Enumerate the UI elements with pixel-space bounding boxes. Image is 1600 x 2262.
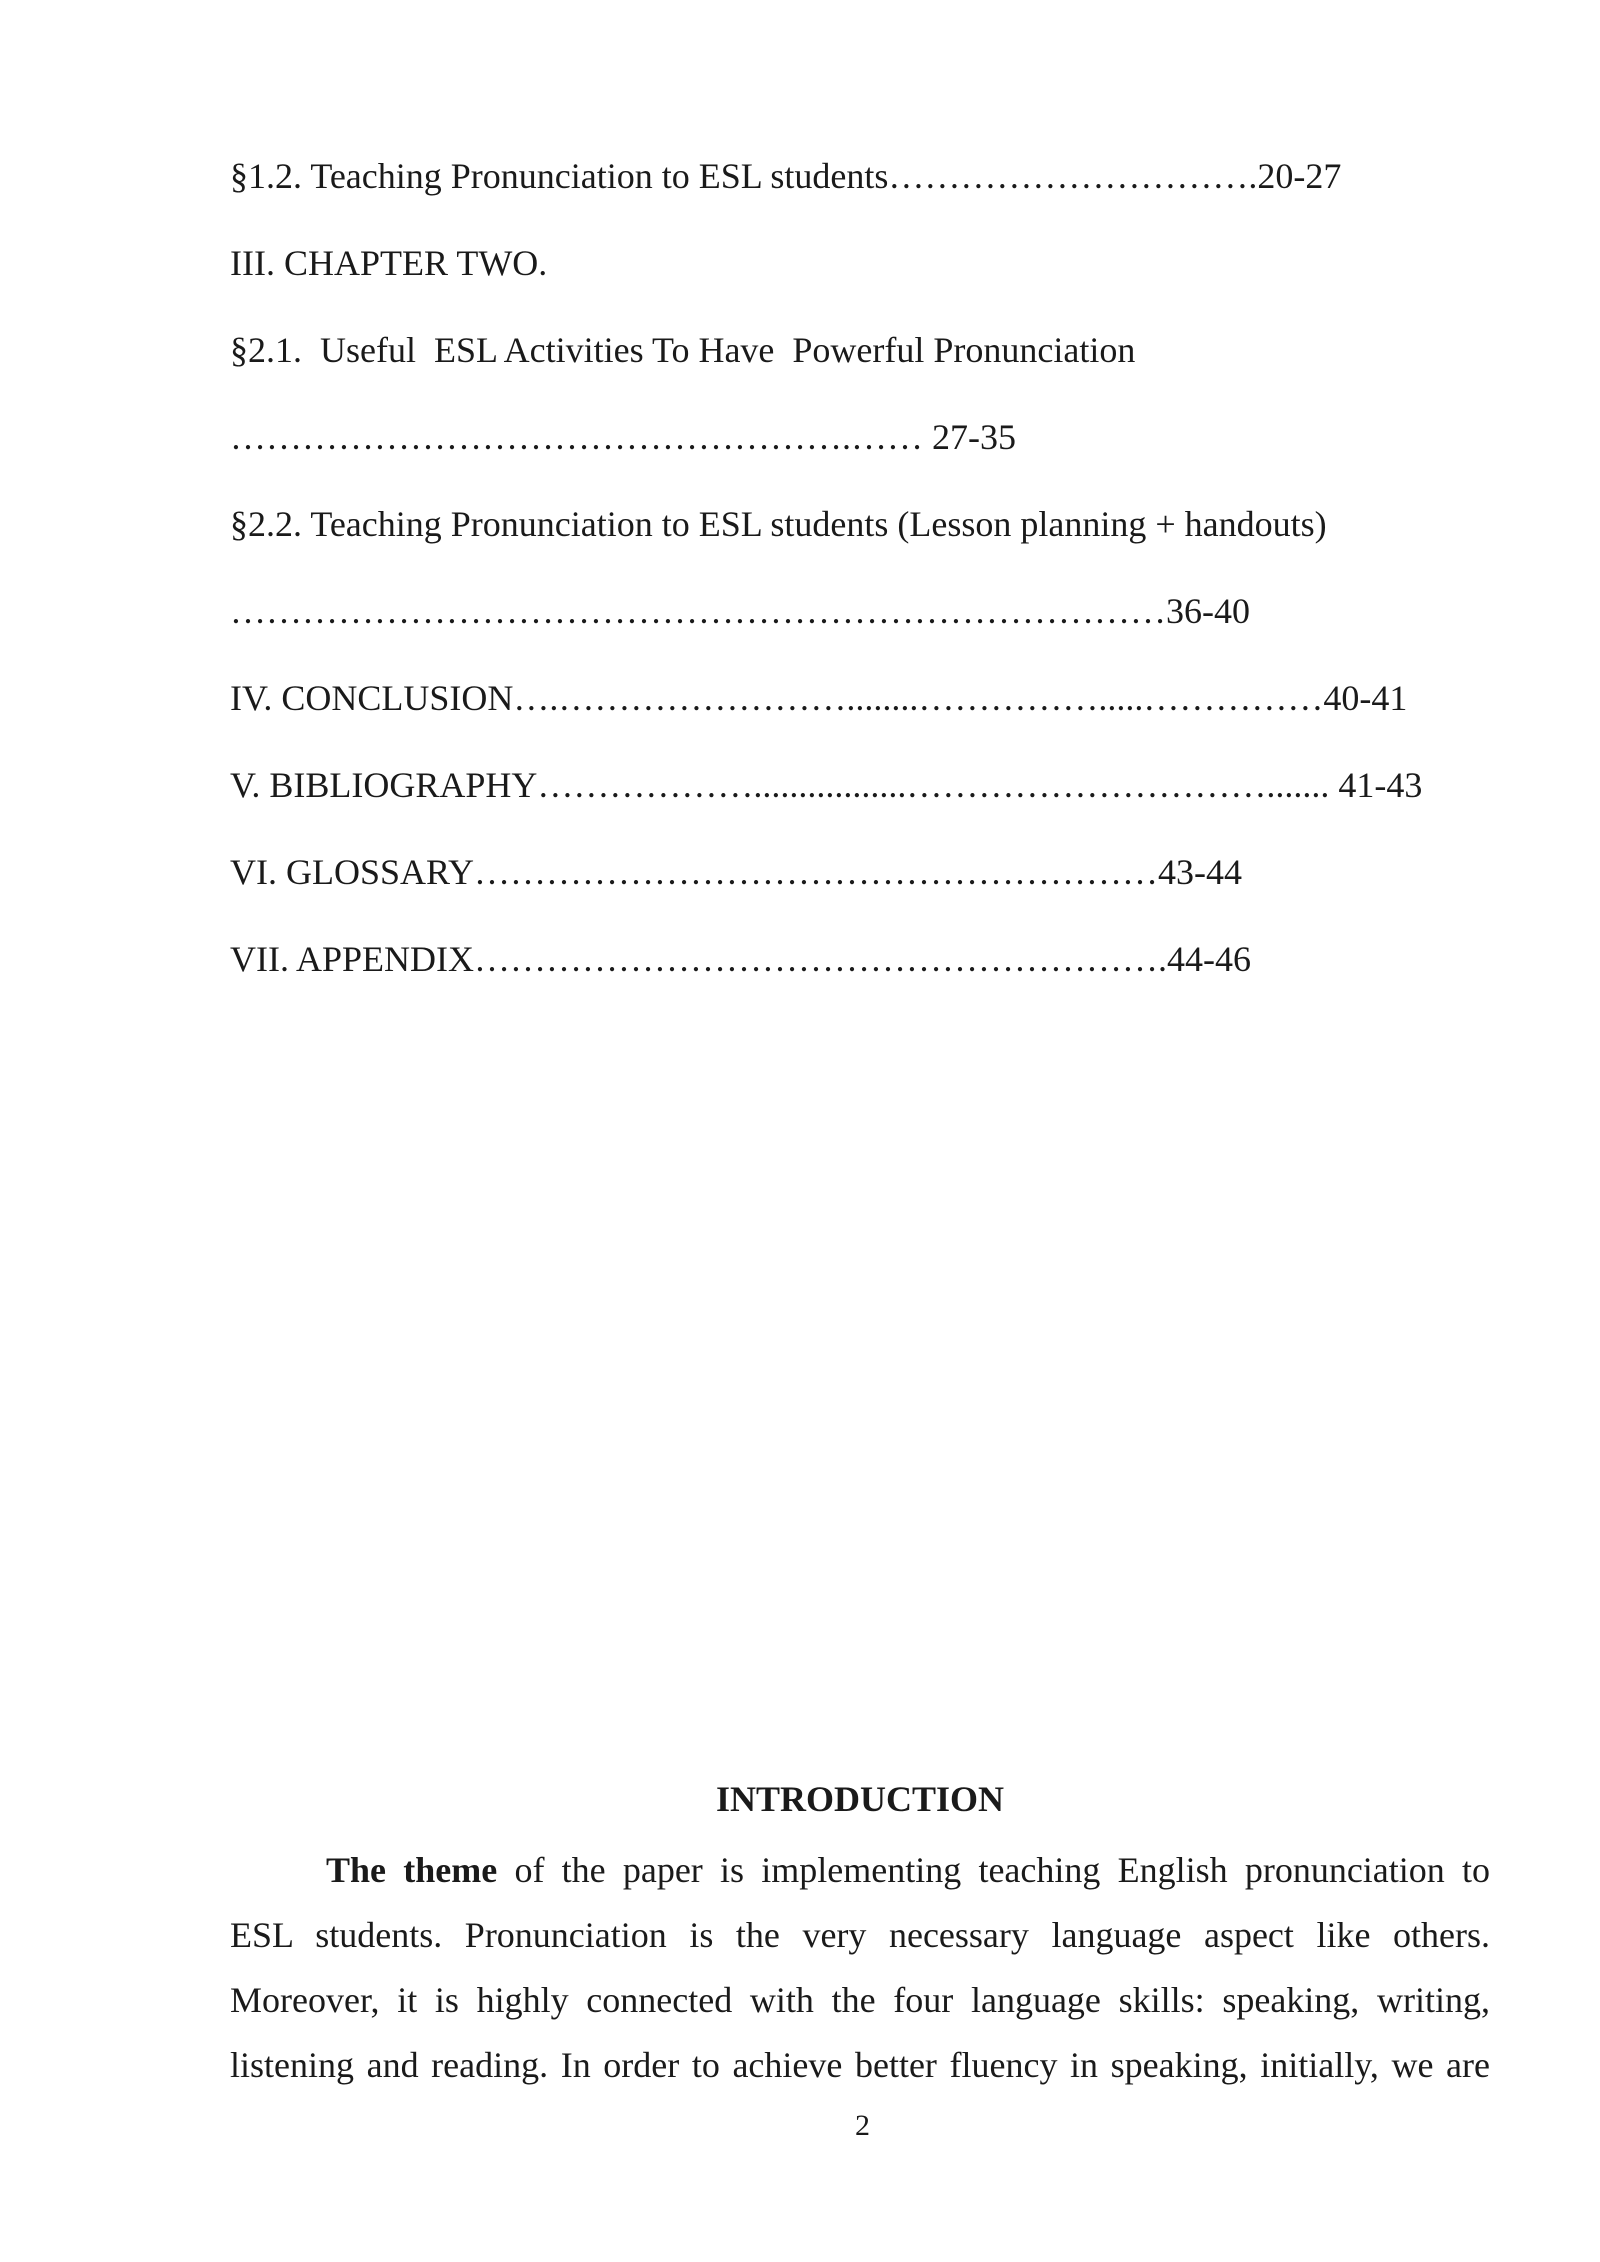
table-of-contents [230, 150, 1530, 1020]
introduction-body [230, 1838, 1490, 2098]
toc-entry-conclusion: IV. CONCLUSION….……………………........…………….....……………40-41 [230, 678, 1408, 718]
toc-entry-2-1: §2.1. Useful ESL Activities To Have Powerful Pronunciation [230, 330, 1136, 370]
intro-paragraph-line-1 [230, 1838, 1490, 1903]
intro-paragraph-line-2: ESL students. Pronunciation is the very necessary language aspect like others. [230, 1915, 1490, 1955]
toc-entry-2-2: §2.2. Teaching Pronunciation to ESL students (Lesson planning + handouts) [230, 504, 1327, 544]
toc-entry-chapter-two: III. CHAPTER TWO. [230, 243, 548, 283]
toc-entry-glossary: VI. GLOSSARY…………………………………………………43-44 [230, 852, 1243, 892]
toc-entry-2-2-pages: ……………………………………………………………………36-40 [230, 591, 1250, 631]
intro-line-1-text: of the paper is implementing teaching English pronunciation to [514, 1850, 1491, 1890]
toc-entry-2-1-pages: …………………………………………….…… 27-35 [230, 417, 1016, 457]
toc-entry-bibliography: V. BIBLIOGRAPHY……………….................…………………………....... 41-43 [230, 765, 1423, 805]
intro-paragraph-line-3: Moreover, it is highly connected with the four language skills: speaking, writing, [230, 1980, 1490, 2020]
introduction-heading: INTRODUCTION [715, 1779, 1005, 1819]
theme-lead-bold: The theme [326, 1850, 498, 1890]
page-number: 2 [855, 2109, 870, 2142]
toc-entry-1-2: §1.2. Teaching Pronunciation to ESL students………………………….20-27 [230, 156, 1342, 196]
toc-entry-appendix: VII. APPENDIX………………………………………………….44-46 [230, 939, 1251, 979]
intro-paragraph-line-4: listening and reading. In order to achieve better fluency in speaking, initially, we are [230, 2045, 1490, 2085]
